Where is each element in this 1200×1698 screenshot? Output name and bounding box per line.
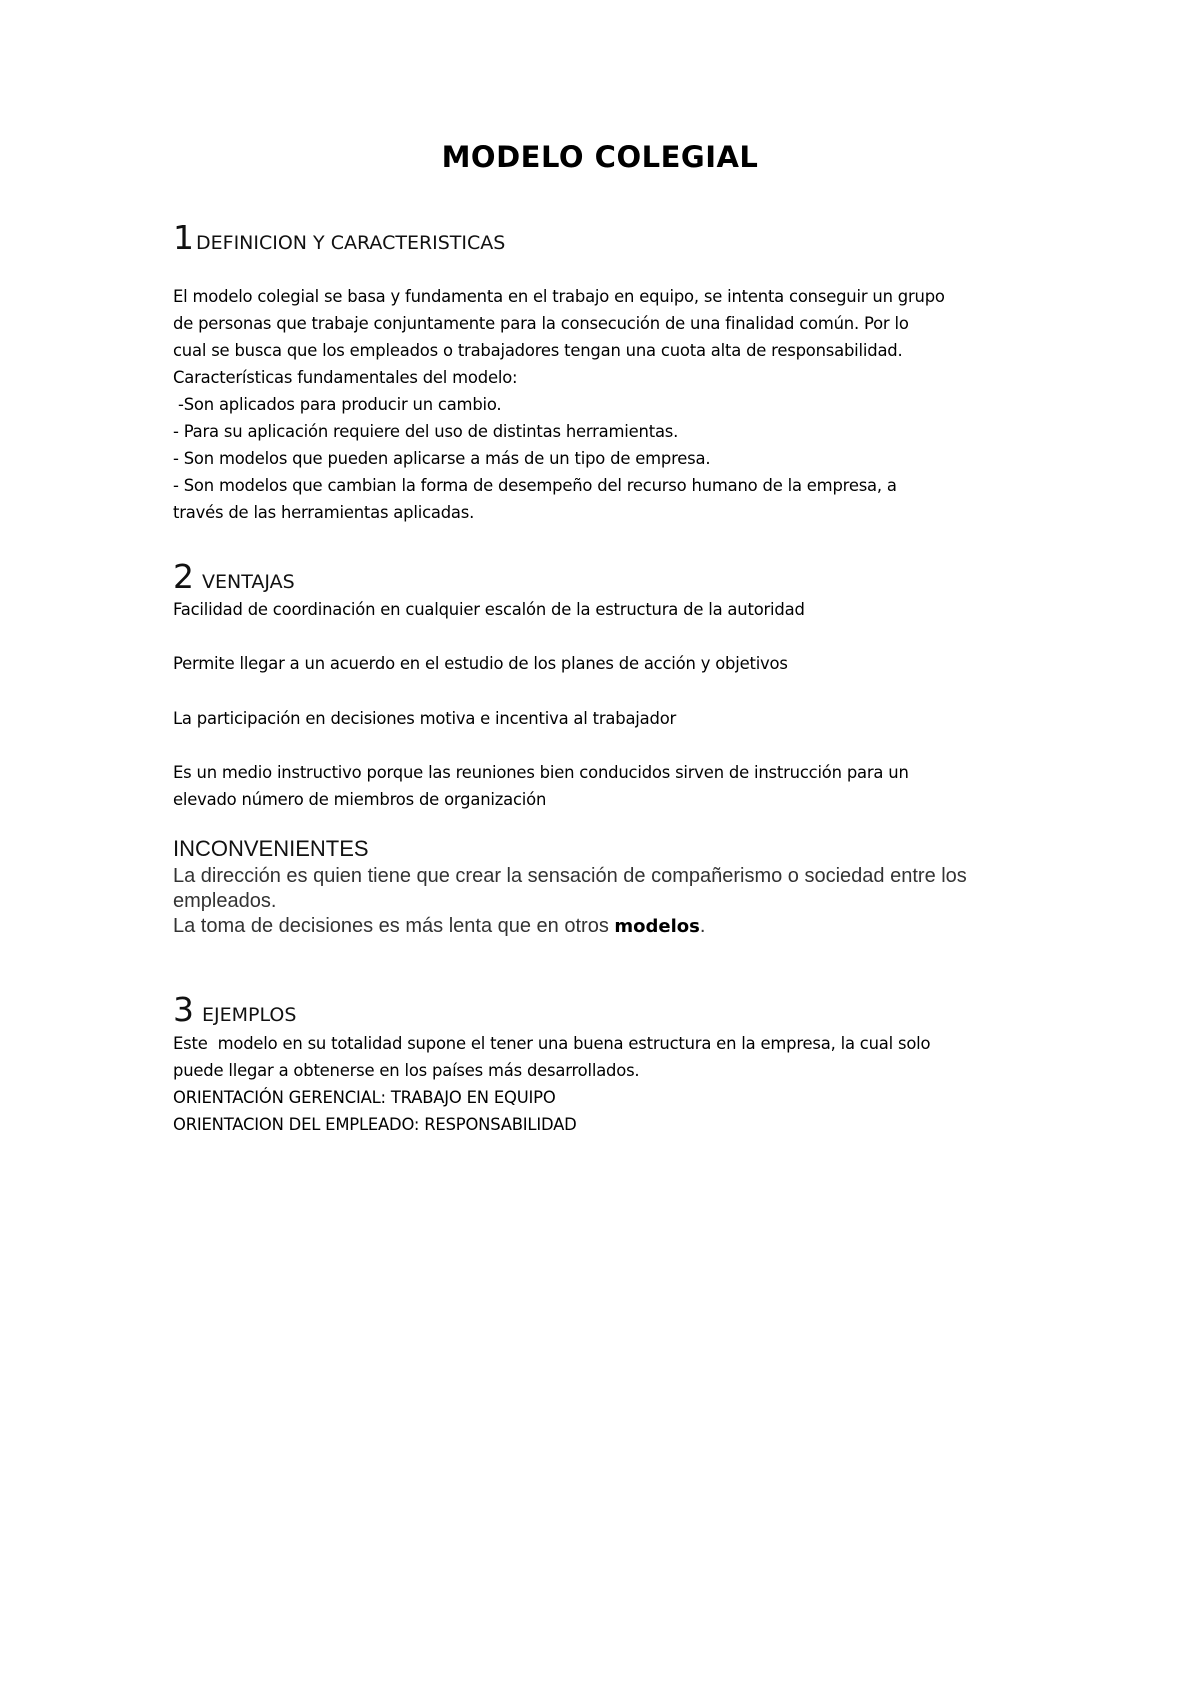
section1-line: - Son modelos que pueden aplicarse a más de un tipo de empresa. — [173, 449, 711, 468]
section1-line: través de las herramientas aplicadas. — [173, 503, 475, 522]
inconvenientes-heading: INCONVENIENTES — [173, 836, 369, 861]
inconvenientes-line — [173, 914, 705, 939]
advantage-item: La participación en decisiones motiva e incentiva al trabajador — [173, 709, 677, 728]
advantage-item: Es un medio instructivo porque las reuniones bien conducidos sirven de instrucción para un — [173, 763, 909, 782]
inconvenientes-line-text: La toma de decisiones es más lenta que en otros — [173, 915, 615, 937]
section1-line: -Son aplicados para producir un cambio. — [173, 395, 502, 414]
inconvenientes-line: empleados. — [173, 890, 277, 912]
section1-heading-text: DEFINICION Y CARACTERISTICAS — [196, 232, 506, 254]
section1-line: de personas que trabaje conjuntamente para la consecución de una finalidad común. Por lo — [173, 314, 909, 333]
section1-line: cual se busca que los empleados o trabajadores tengan una cuota alta de responsabilidad. — [173, 341, 903, 360]
section1-heading — [173, 218, 505, 257]
section3-heading — [173, 990, 296, 1029]
section3-number: 3 — [173, 990, 194, 1029]
inconvenientes-bold-word: modelos — [614, 916, 700, 937]
document-title: MODELO COLEGIAL — [441, 140, 759, 174]
advantage-item: elevado número de miembros de organización — [173, 790, 547, 809]
section3-line: puede llegar a obtenerse en los países más desarrollados. — [173, 1061, 640, 1080]
section2-heading — [173, 557, 295, 596]
section1-line: El modelo colegial se basa y fundamenta en el trabajo en equipo, se intenta conseguir un grupo — [173, 287, 945, 306]
section1-line: - Para su aplicación requiere del uso de distintas herramientas. — [173, 422, 679, 441]
section1-number: 1 — [173, 218, 194, 257]
section2-heading-text: VENTAJAS — [202, 571, 295, 593]
advantage-item: Permite llegar a un acuerdo en el estudio de los planes de acción y objetivos — [173, 654, 788, 673]
advantage-item: Facilidad de coordinación en cualquier escalón de la estructura de la autoridad — [173, 600, 805, 619]
section2-number: 2 — [173, 557, 194, 596]
inconvenientes-trailing: . — [699, 915, 706, 937]
section3-line: Este modelo en su totalidad supone el tener una buena estructura en la empresa, la cual solo — [173, 1034, 931, 1053]
section3-line: ORIENTACIÓN GERENCIAL: TRABAJO EN EQUIPO — [173, 1088, 556, 1107]
section1-line: Características fundamentales del modelo: — [173, 368, 518, 387]
section3-heading-text: EJEMPLOS — [202, 1004, 297, 1026]
section1-line: - Son modelos que cambian la forma de desempeño del recurso humano de la empresa, a — [173, 476, 897, 495]
inconvenientes-line: La dirección es quien tiene que crear la sensación de compañerismo o sociedad entre los — [173, 865, 967, 887]
section3-line: ORIENTACION DEL EMPLEADO: RESPONSABILIDAD — [173, 1115, 577, 1134]
